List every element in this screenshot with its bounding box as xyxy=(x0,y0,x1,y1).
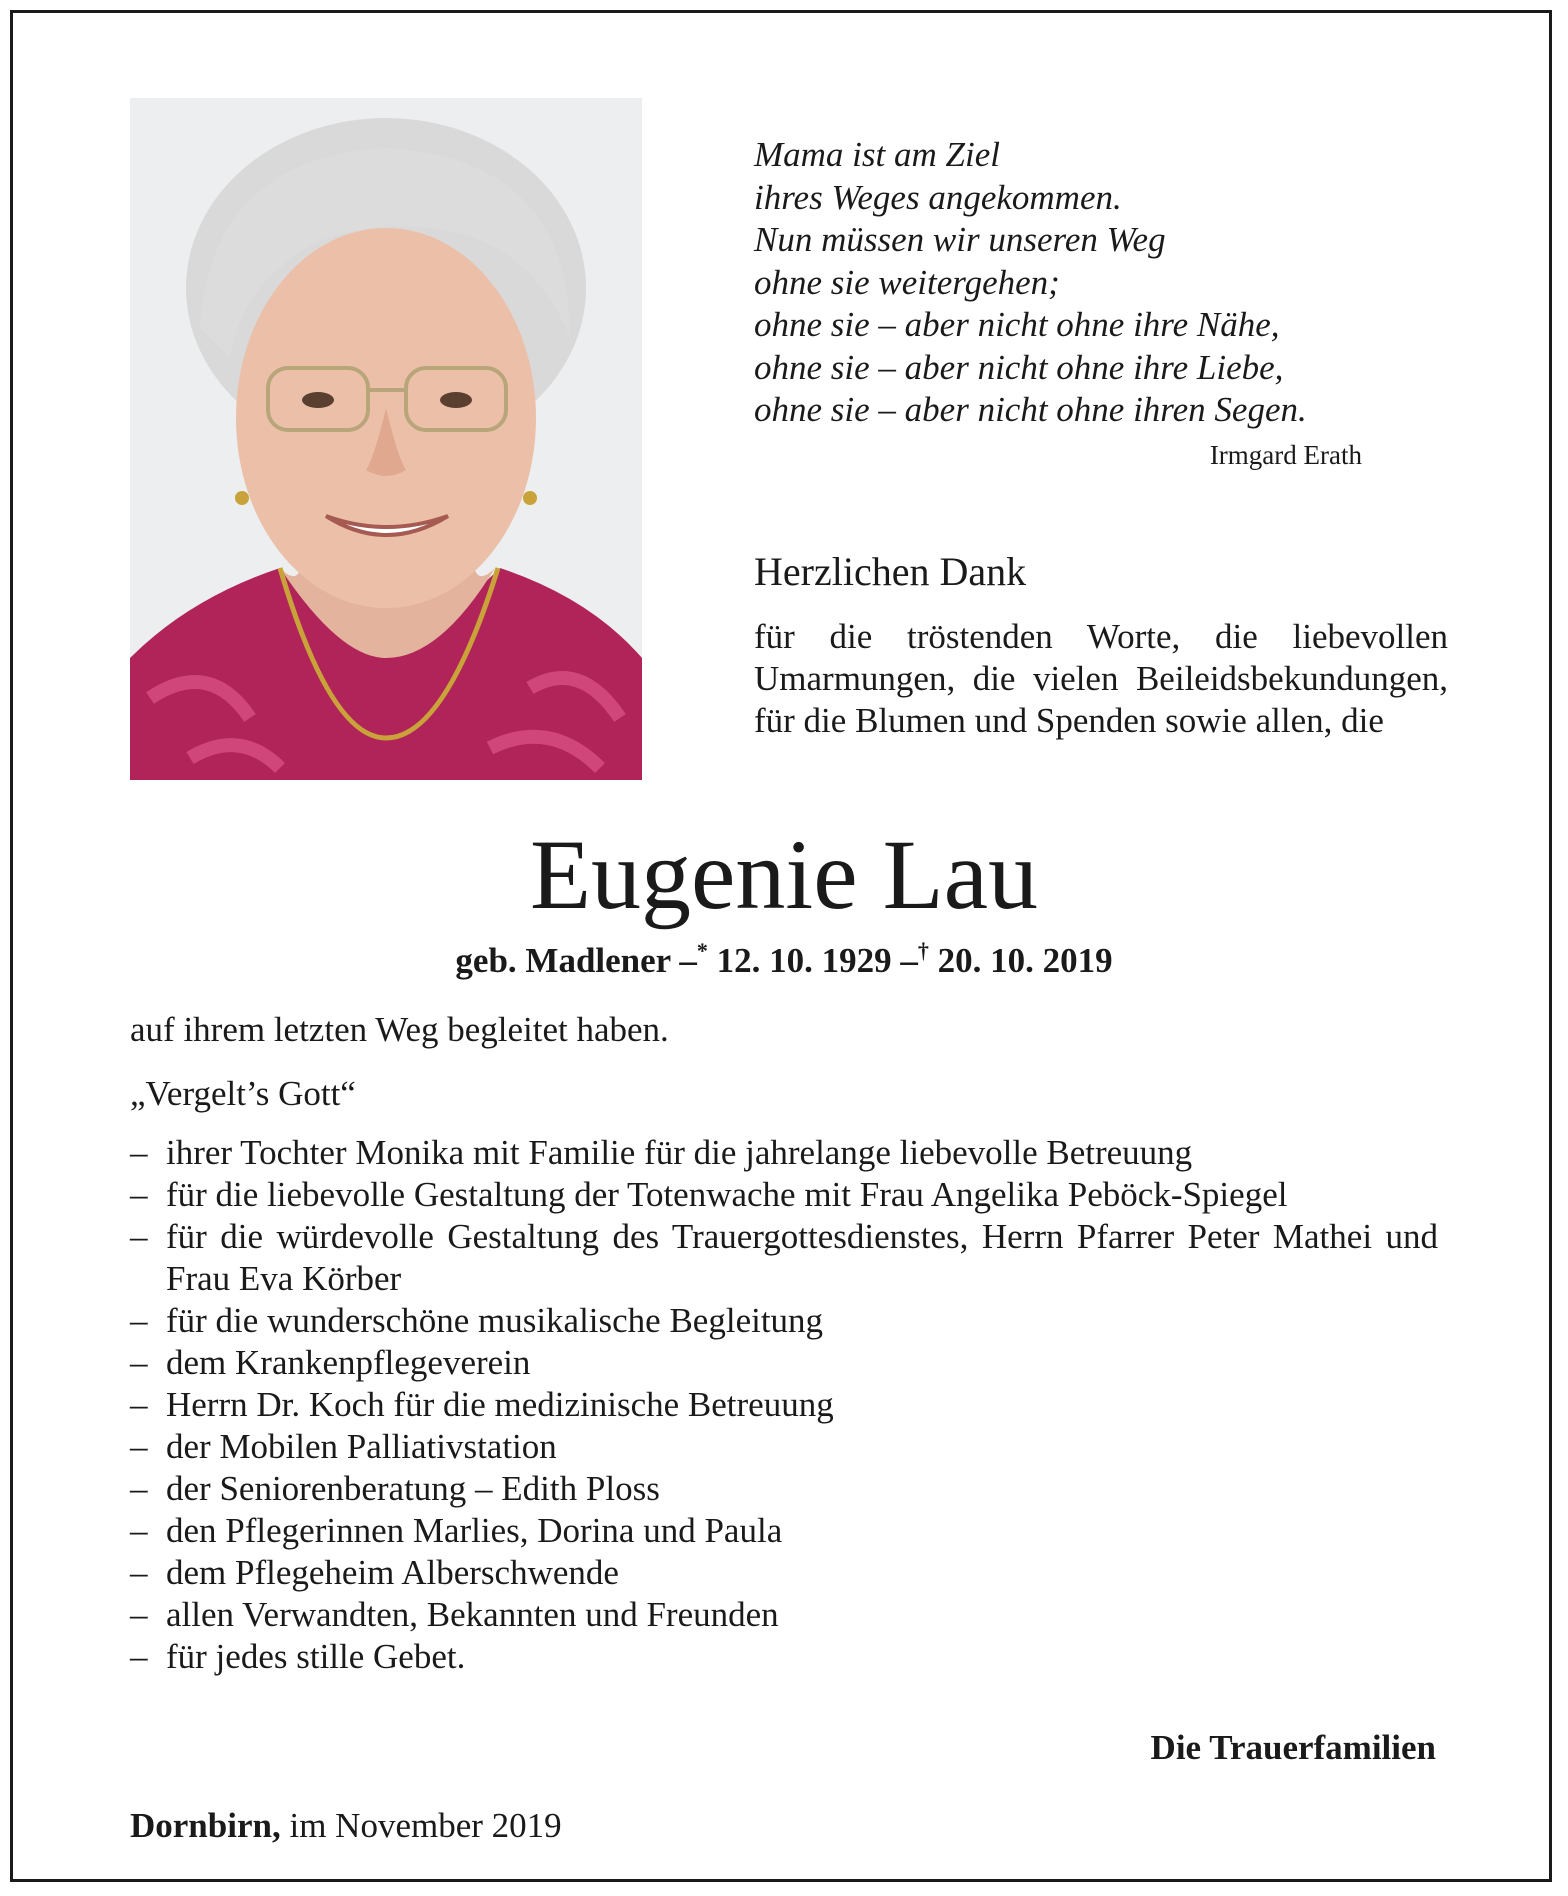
list-dash: – xyxy=(130,1511,148,1550)
list-item-text: dem Krankenpflegeverein xyxy=(166,1343,531,1382)
list-item-text: den Pflegerinnen Marlies, Dorina und Paula xyxy=(166,1511,783,1550)
place-month: im November 2019 xyxy=(289,1806,562,1845)
list-item xyxy=(130,1468,1438,1510)
list-dash: – xyxy=(130,1343,148,1382)
list-item xyxy=(130,1636,1438,1678)
list-dash: – xyxy=(130,1385,148,1424)
list-item-text: ihrer Tochter Monika mit Familie für die jahrelange liebevolle Betreuung xyxy=(166,1133,1193,1172)
list-item xyxy=(130,1426,1438,1468)
list-item xyxy=(130,1384,1438,1426)
list-dash: – xyxy=(130,1469,148,1508)
date-separator: – xyxy=(679,941,697,980)
poem-line: ohne sie – aber nicht ohne ihre Liebe, xyxy=(754,347,1284,387)
list-item-text: dem Pflegeheim Alberschwende xyxy=(166,1553,619,1592)
deceased-name: Eugenie Lau xyxy=(529,819,1039,930)
list-dash: – xyxy=(130,1133,148,1172)
list-dash: – xyxy=(130,1301,148,1340)
list-dash: – xyxy=(130,1217,148,1256)
poem-line: ihres Weges angekommen. xyxy=(754,177,1122,217)
life-dates xyxy=(0,938,1568,981)
poem-line: Nun müssen wir unseren Weg xyxy=(754,220,1166,259)
place-city: Dornbirn, xyxy=(130,1806,281,1845)
birth-symbol: * xyxy=(696,938,708,963)
list-item xyxy=(130,1174,1438,1216)
list-dash: – xyxy=(130,1553,148,1592)
list-item-text: allen Verwandten, Bekannten und Freunden xyxy=(166,1595,779,1634)
continuation-text: auf ihrem letzten Weg begleitet haben. xyxy=(130,1010,669,1049)
poem-author: Irmgard Erath xyxy=(1209,440,1362,470)
list-item-text: für jedes stille Gebet. xyxy=(166,1637,466,1676)
poem xyxy=(754,134,1404,432)
portrait-photo xyxy=(130,98,642,780)
poem-line: ohne sie – aber nicht ohne ihre Nähe, xyxy=(754,305,1280,344)
thanks-list xyxy=(130,1132,1438,1678)
vergelts-gott: „Vergelt’s Gott“ xyxy=(130,1074,356,1113)
signoff: Die Trauerfamilien xyxy=(1150,1728,1436,1767)
list-item xyxy=(130,1216,1438,1300)
poem-line: Mama ist am Ziel xyxy=(754,135,1000,174)
birth-date: 12. 10. 1929 xyxy=(716,941,892,980)
list-item-text: für die liebevolle Gestaltung der Totenwache mit Frau Angelika Peböck-Spiegel xyxy=(166,1175,1288,1214)
place-date xyxy=(130,1806,562,1846)
thanks-body: für die tröstenden Worte, die liebevollen Umarmungen, die vielen Beileidsbekundungen, für die Blumen und Spenden sowie allen, die xyxy=(754,617,1448,740)
list-dash: – xyxy=(130,1427,148,1466)
list-dash: – xyxy=(130,1175,148,1214)
thanks-title: Herzlichen Dank xyxy=(754,549,1027,594)
list-dash: – xyxy=(130,1637,148,1676)
maiden-name: geb. Madlener xyxy=(455,941,671,980)
list-item-text: der Seniorenberatung – Edith Ploss xyxy=(166,1469,660,1508)
list-item xyxy=(130,1132,1438,1174)
list-item-text: für die würdevolle Gestaltung des Trauergottesdienstes, Herrn Pfarrer Peter Mathei und Frau Eva Körber xyxy=(166,1217,1438,1298)
list-dash: – xyxy=(130,1595,148,1634)
date-separator: – xyxy=(900,941,918,980)
list-item xyxy=(130,1342,1438,1384)
list-item xyxy=(130,1300,1438,1342)
list-item xyxy=(130,1510,1438,1552)
list-item xyxy=(130,1552,1438,1594)
list-item-text: Herrn Dr. Koch für die medizinische Betreuung xyxy=(166,1385,834,1424)
poem-line: ohne sie – aber nicht ohne ihren Segen. xyxy=(754,390,1307,429)
death-symbol: † xyxy=(917,938,929,963)
list-item-text: der Mobilen Palliativstation xyxy=(166,1427,557,1466)
poem-line: ohne sie weitergehen; xyxy=(754,262,1060,302)
death-date: 20. 10. 2019 xyxy=(937,941,1113,980)
list-item-text: für die wunderschöne musikalische Begleitung xyxy=(166,1301,824,1340)
list-item xyxy=(130,1594,1438,1636)
